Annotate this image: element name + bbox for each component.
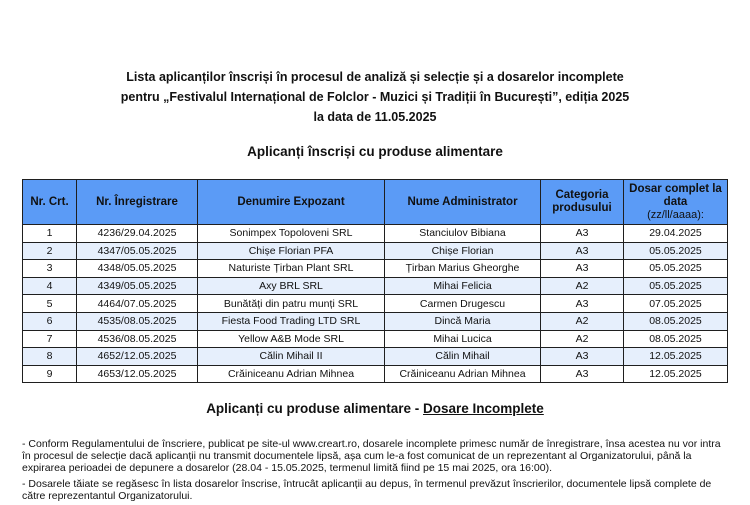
cell-nr-inregistrare: 4236/29.04.2025 — [77, 225, 198, 243]
col-header-dosar — [624, 180, 728, 225]
cell-nr-crt: 6 — [23, 312, 77, 330]
cell-categoria: A2 — [541, 312, 624, 330]
cell-nr-crt: 2 — [23, 242, 77, 260]
cell-administrator: Călin Mihail — [385, 348, 541, 366]
cell-categoria: A3 — [541, 365, 624, 383]
cell-administrator: Țirban Marius Gheorghe — [385, 260, 541, 278]
cell-dosar-data: 05.05.2025 — [624, 260, 728, 278]
col-header-administrator: Nume Administrator — [385, 180, 541, 225]
cell-nr-crt: 9 — [23, 365, 77, 383]
cell-categoria: A3 — [541, 260, 624, 278]
cell-denumire: Fiesta Food Trading LTD SRL — [198, 312, 385, 330]
table-row — [23, 260, 728, 278]
cell-nr-inregistrare: 4348/05.05.2025 — [77, 260, 198, 278]
cell-nr-crt: 1 — [23, 225, 77, 243]
col-header-dosar-line3: (zz/ll/aaaa): — [647, 208, 704, 221]
table-row — [23, 348, 728, 366]
col-header-dosar-line2: data — [663, 195, 688, 208]
cell-denumire: Naturiste Țirban Plant SRL — [198, 260, 385, 278]
cell-nr-inregistrare: 4464/07.05.2025 — [77, 295, 198, 313]
cell-denumire: Bunătăți din patru munți SRL — [198, 295, 385, 313]
title-line-3: la data de 11.05.2025 — [313, 110, 437, 124]
cell-nr-crt: 4 — [23, 277, 77, 295]
note-1-text: - Conform Regulamentului de înscriere, publicat pe site-ul www.creart.ro, dosarele incomplete primesc număr de înregistrare, însa acestea nu vor intra în procesul de selecție dacă aplicanții nu transmit documentele lipsă, așa cum le-a fost comunicat de un reprezentant al Organizatorului, până la expirarea perioadei de depunere a dosarelor (28.04 - 15.05.2025, termenul limită fiind pe 15 mai 2025, ora 16:00). — [22, 438, 721, 475]
notes — [22, 438, 732, 505]
table-row — [23, 365, 728, 383]
col-header-dosar-line1: Dosar complet la — [629, 182, 722, 195]
col-header-denumire: Denumire Expozant — [198, 180, 385, 225]
cell-nr-inregistrare: 4535/08.05.2025 — [77, 312, 198, 330]
cell-dosar-data: 05.05.2025 — [624, 277, 728, 295]
cell-nr-crt: 3 — [23, 260, 77, 278]
cell-dosar-data: 08.05.2025 — [624, 312, 728, 330]
cell-dosar-data: 12.05.2025 — [624, 348, 728, 366]
cell-denumire: Axy BRL SRL — [198, 277, 385, 295]
cell-nr-inregistrare: 4347/05.05.2025 — [77, 242, 198, 260]
cell-dosar-data: 08.05.2025 — [624, 330, 728, 348]
cell-nr-inregistrare: 4349/05.05.2025 — [77, 277, 198, 295]
cell-denumire: Chișe Florian PFA — [198, 242, 385, 260]
cell-categoria: A2 — [541, 277, 624, 295]
cell-dosar-data: 07.05.2025 — [624, 295, 728, 313]
table-row — [23, 225, 728, 243]
table-row — [23, 330, 728, 348]
cell-nr-inregistrare: 4536/08.05.2025 — [77, 330, 198, 348]
col-header-nr-inregistrare: Nr. Înregistrare — [77, 180, 198, 225]
note-1 — [22, 438, 732, 475]
section-title-incomplete — [0, 401, 750, 416]
section2-title-prefix: Aplicanți cu produse alimentare - — [206, 401, 423, 416]
cell-dosar-data: 29.04.2025 — [624, 225, 728, 243]
cell-dosar-data: 12.05.2025 — [624, 365, 728, 383]
cell-administrator: Carmen Drugescu — [385, 295, 541, 313]
cell-administrator: Mihai Felicia — [385, 277, 541, 295]
cell-dosar-data: 05.05.2025 — [624, 242, 728, 260]
cell-categoria: A3 — [541, 242, 624, 260]
cell-administrator: Crăiniceanu Adrian Mihnea — [385, 365, 541, 383]
table-row — [23, 277, 728, 295]
table-row — [23, 312, 728, 330]
col-header-categoria — [541, 180, 624, 225]
cell-denumire: Sonimpex Topoloveni SRL — [198, 225, 385, 243]
cell-denumire: Crăiniceanu Adrian Mihnea — [198, 365, 385, 383]
section2-title-underlined: Dosare Incomplete — [423, 401, 544, 416]
cell-categoria: A2 — [541, 330, 624, 348]
cell-nr-crt: 5 — [23, 295, 77, 313]
col-header-categoria-line1: Categoria — [555, 189, 609, 201]
cell-categoria: A3 — [541, 348, 624, 366]
cell-administrator: Stanciulov Bibiana — [385, 225, 541, 243]
cell-nr-inregistrare: 4653/12.05.2025 — [77, 365, 198, 383]
cell-denumire: Călin Mihail II — [198, 348, 385, 366]
table-header-row — [23, 180, 728, 225]
cell-categoria: A3 — [541, 225, 624, 243]
cell-administrator: Mihai Lucica — [385, 330, 541, 348]
col-header-nr-crt: Nr. Crt. — [23, 180, 77, 225]
cell-nr-crt: 8 — [23, 348, 77, 366]
note-2: - Dosarele tăiate se regăsesc în lista dosarelor înscrise, întrucât aplicanții au depus, în termenul prevăzut înscrierilor, documentele lipsă complete de către reprezentantul Organizatorului. — [22, 477, 712, 502]
cell-nr-crt: 7 — [23, 330, 77, 348]
cell-administrator: Chișe Florian — [385, 242, 541, 260]
cell-administrator: Dincă Maria — [385, 312, 541, 330]
applicants-table — [22, 179, 728, 383]
cell-categoria: A3 — [541, 295, 624, 313]
table-row — [23, 295, 728, 313]
section-title-registered: Aplicanți înscriși cu produse alimentare — [247, 144, 503, 159]
title-line-2: pentru „Festivalul Internațional de Folclor - Muzici și Tradiții în București”, ediția 2025 — [120, 90, 630, 104]
cell-denumire: Yellow A&B Mode SRL — [198, 330, 385, 348]
document-title — [0, 67, 750, 127]
title-line-1: Lista aplicanților înscriși în procesul de analiză și selecție și a dosarelor incomplete — [126, 70, 624, 84]
cell-nr-inregistrare: 4652/12.05.2025 — [77, 348, 198, 366]
col-header-categoria-line2: produsului — [552, 202, 612, 214]
table-row — [23, 242, 728, 260]
